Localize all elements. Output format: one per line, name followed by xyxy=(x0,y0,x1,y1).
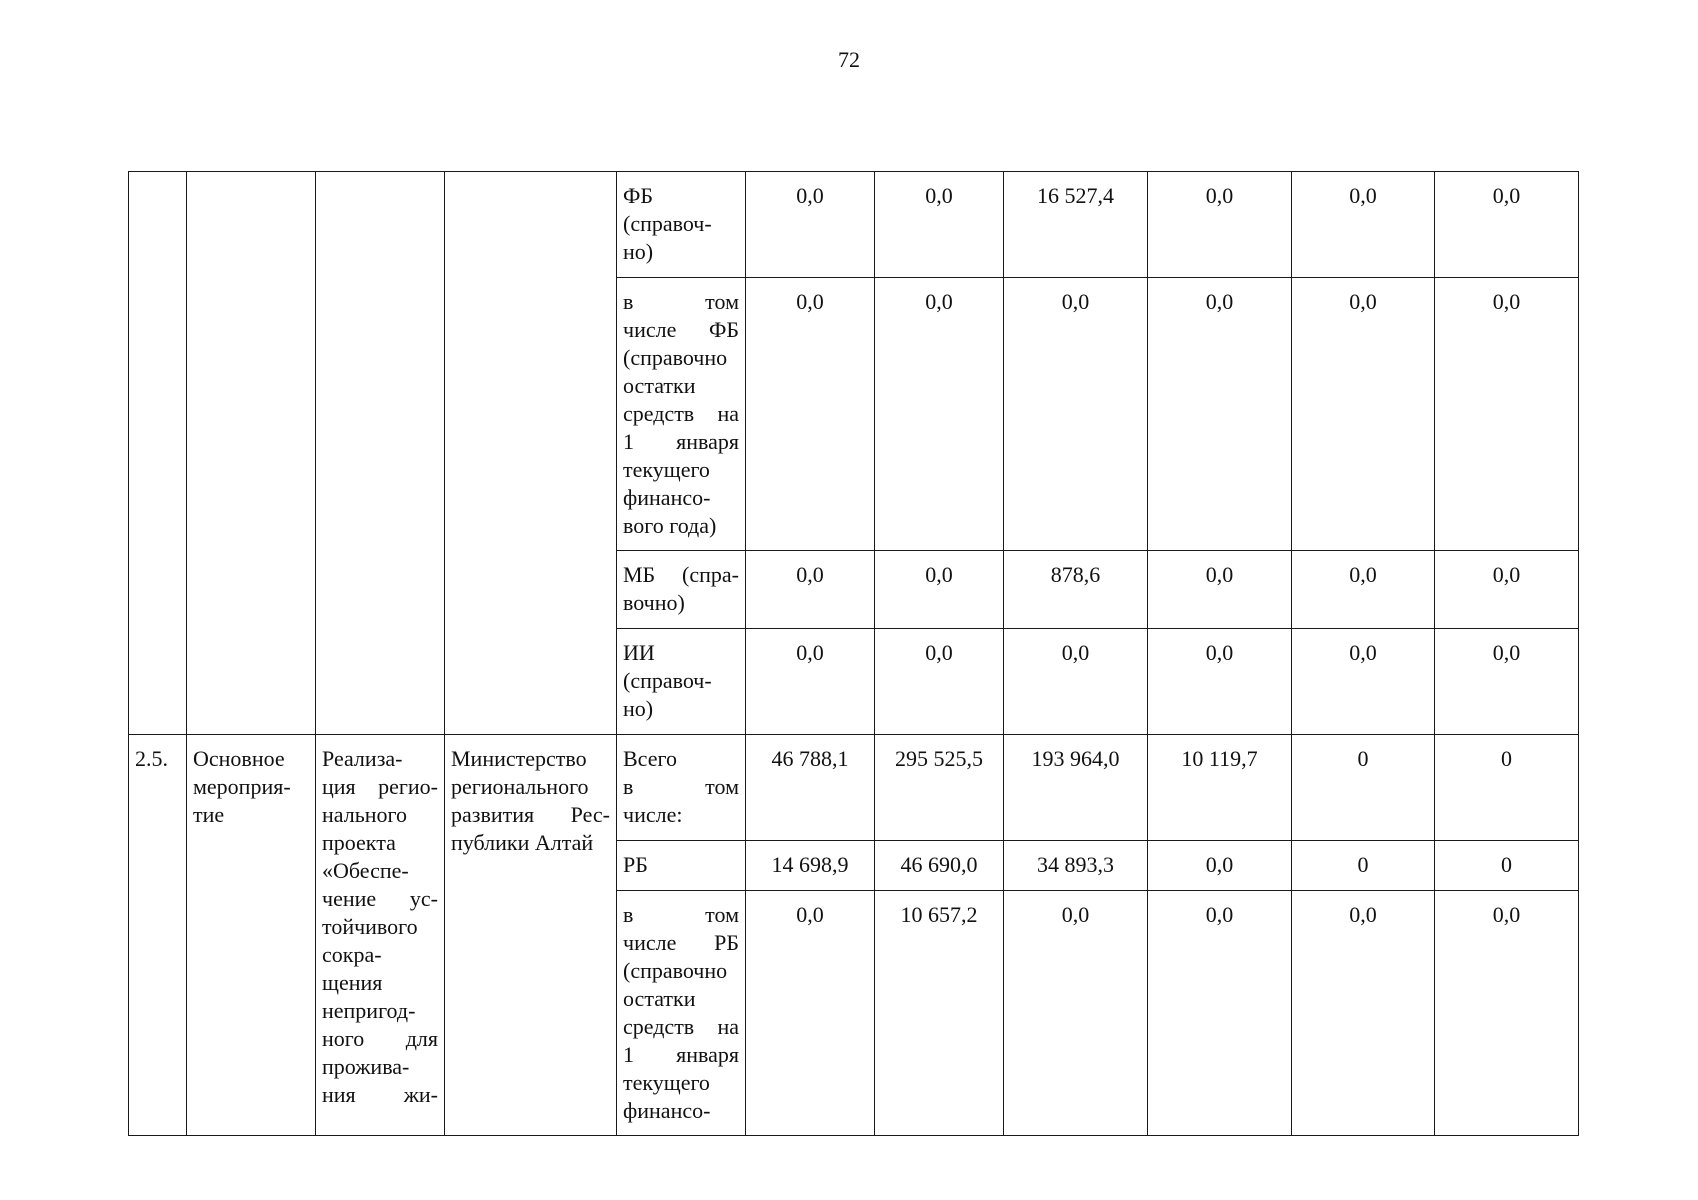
source-word: (спра- xyxy=(682,562,739,587)
source-line: (справочно xyxy=(623,345,728,370)
name-line: Реализа- xyxy=(322,746,403,771)
value-cell: 0,0 xyxy=(875,172,1004,278)
value-cell: 0,0 xyxy=(1004,278,1148,551)
funding-source-cell xyxy=(617,278,746,551)
source-word: в xyxy=(623,774,634,799)
value-cell: 0,0 xyxy=(746,278,875,551)
item-number-cell: 2.5. xyxy=(129,735,187,1136)
name-line: сокра- xyxy=(322,942,382,967)
name-line: проекта xyxy=(322,830,396,855)
source-line: но) xyxy=(623,696,654,721)
source-word: в xyxy=(623,902,634,927)
page-number: 72 xyxy=(838,47,860,72)
value-cell: 0,0 xyxy=(1435,629,1579,735)
source-line: вочно) xyxy=(623,590,685,615)
value-cell: 0,0 xyxy=(1435,891,1579,1136)
value-cell: 0 xyxy=(1292,841,1435,891)
value-cell: 0,0 xyxy=(1435,278,1579,551)
source-line: ИИ xyxy=(623,640,655,665)
source-word: на xyxy=(717,1014,739,1039)
blank-name-cell xyxy=(316,172,445,735)
source-line: вого года) xyxy=(623,513,717,538)
value-cell: 10 657,2 xyxy=(875,891,1004,1136)
table-row xyxy=(129,172,1579,278)
type-line: мероприя- xyxy=(193,774,291,799)
source-line xyxy=(623,901,739,929)
source-word: числе xyxy=(623,930,677,955)
source-line xyxy=(623,929,739,957)
source-line: (справочно xyxy=(623,958,728,983)
funding-source-cell xyxy=(617,629,746,735)
name-line xyxy=(322,1081,438,1109)
source-word: том xyxy=(705,774,739,799)
item-executor-cell xyxy=(445,735,617,1136)
name-line: непригод- xyxy=(322,998,416,1023)
value-cell: 34 893,3 xyxy=(1004,841,1148,891)
value-cell: 0,0 xyxy=(1148,891,1292,1136)
executor-word: Рес- xyxy=(570,802,610,827)
source-word: на xyxy=(717,401,739,426)
name-line: нального xyxy=(322,802,407,827)
source-line xyxy=(623,428,739,456)
value-cell: 0,0 xyxy=(1004,891,1148,1136)
name-word: ного xyxy=(322,1026,365,1051)
source-line: финансо- xyxy=(623,1098,711,1123)
name-word: ция xyxy=(322,774,356,799)
value-cell: 0,0 xyxy=(1435,172,1579,278)
value-cell: 46 690,0 xyxy=(875,841,1004,891)
name-word: ус- xyxy=(409,886,438,911)
table-row xyxy=(129,735,1579,841)
source-line xyxy=(623,1013,739,1041)
value-cell: 193 964,0 xyxy=(1004,735,1148,841)
value-cell: 0,0 xyxy=(1148,629,1292,735)
source-line xyxy=(623,316,739,344)
funding-source-cell xyxy=(617,891,746,1136)
value-cell: 0,0 xyxy=(875,278,1004,551)
value-cell: 16 527,4 xyxy=(1004,172,1148,278)
source-line: (справоч- xyxy=(623,668,712,693)
source-line xyxy=(623,400,739,428)
value-cell: 0,0 xyxy=(875,551,1004,629)
value-cell: 0,0 xyxy=(1292,891,1435,1136)
value-cell: 46 788,1 xyxy=(746,735,875,841)
funding-source-cell xyxy=(617,551,746,629)
value-cell: 0,0 xyxy=(875,629,1004,735)
value-cell: 10 119,7 xyxy=(1148,735,1292,841)
name-word: чение xyxy=(322,886,377,911)
executor-line: публики Алтай xyxy=(451,830,594,855)
value-cell: 295 525,5 xyxy=(875,735,1004,841)
executor-line: регионального xyxy=(451,774,589,799)
blank-number-cell xyxy=(129,172,187,735)
blank-type-cell xyxy=(187,172,316,735)
value-cell: 0,0 xyxy=(746,629,875,735)
budget-table xyxy=(128,171,1579,1136)
type-line: тие xyxy=(193,802,225,827)
name-line xyxy=(322,885,438,913)
source-line: числе: xyxy=(623,802,683,827)
source-line: остатки xyxy=(623,986,696,1011)
source-line: Всего xyxy=(623,746,677,771)
name-line: «Обеспе- xyxy=(322,858,409,883)
value-cell: 14 698,9 xyxy=(746,841,875,891)
name-word: для xyxy=(405,1026,438,1051)
source-word: в xyxy=(623,289,634,314)
source-line xyxy=(623,288,739,316)
value-cell: 0 xyxy=(1435,841,1579,891)
source-line: текущего xyxy=(623,1070,710,1095)
source-word: том xyxy=(705,289,739,314)
value-cell: 0,0 xyxy=(1292,629,1435,735)
source-word: января xyxy=(676,429,739,454)
value-cell: 0,0 xyxy=(746,891,875,1136)
source-line: ФБ xyxy=(623,183,654,208)
item-type-cell xyxy=(187,735,316,1136)
executor-line: Министерство xyxy=(451,746,587,771)
funding-source-cell xyxy=(617,735,746,841)
source-word: МБ xyxy=(623,562,656,587)
executor-line xyxy=(451,801,610,829)
item-name-cell xyxy=(316,735,445,1136)
value-cell: 0,0 xyxy=(746,551,875,629)
value-cell: 878,6 xyxy=(1004,551,1148,629)
name-line: прожива- xyxy=(322,1054,410,1079)
funding-source-cell xyxy=(617,841,746,891)
source-line: текущего xyxy=(623,457,710,482)
source-word: 1 xyxy=(623,429,634,454)
value-cell: 0,0 xyxy=(1435,551,1579,629)
source-line xyxy=(623,561,739,589)
name-line: тойчивого xyxy=(322,914,418,939)
value-cell: 0,0 xyxy=(1148,172,1292,278)
value-cell: 0,0 xyxy=(1292,172,1435,278)
value-cell: 0,0 xyxy=(1292,551,1435,629)
value-cell: 0 xyxy=(1435,735,1579,841)
source-line: но) xyxy=(623,239,654,264)
value-cell: 0,0 xyxy=(1148,841,1292,891)
executor-word: развития xyxy=(451,802,535,827)
name-line xyxy=(322,1025,438,1053)
name-word: ния xyxy=(322,1082,356,1107)
name-word: жи- xyxy=(403,1082,438,1107)
value-cell: 0,0 xyxy=(1004,629,1148,735)
value-cell: 0,0 xyxy=(746,172,875,278)
source-word: РБ xyxy=(714,930,739,955)
source-line xyxy=(623,1041,739,1069)
value-cell: 0 xyxy=(1292,735,1435,841)
blank-executor-cell xyxy=(445,172,617,735)
value-cell: 0,0 xyxy=(1292,278,1435,551)
value-cell: 0,0 xyxy=(1148,551,1292,629)
source-word: 1 xyxy=(623,1042,634,1067)
source-line: РБ xyxy=(623,852,648,877)
source-line: финансо- xyxy=(623,485,711,510)
value-cell: 0,0 xyxy=(1148,278,1292,551)
source-line: (справоч- xyxy=(623,211,712,236)
source-word: ФБ xyxy=(708,317,739,342)
source-word: средств xyxy=(623,401,695,426)
source-word: средств xyxy=(623,1014,695,1039)
source-line: остатки xyxy=(623,373,696,398)
name-line: щения xyxy=(322,970,383,995)
type-line: Основное xyxy=(193,746,285,771)
source-line xyxy=(623,773,739,801)
source-word: числе xyxy=(623,317,677,342)
source-word: том xyxy=(705,902,739,927)
source-word: января xyxy=(676,1042,739,1067)
name-word: регио- xyxy=(378,774,438,799)
funding-source-cell xyxy=(617,172,746,278)
name-line xyxy=(322,773,438,801)
